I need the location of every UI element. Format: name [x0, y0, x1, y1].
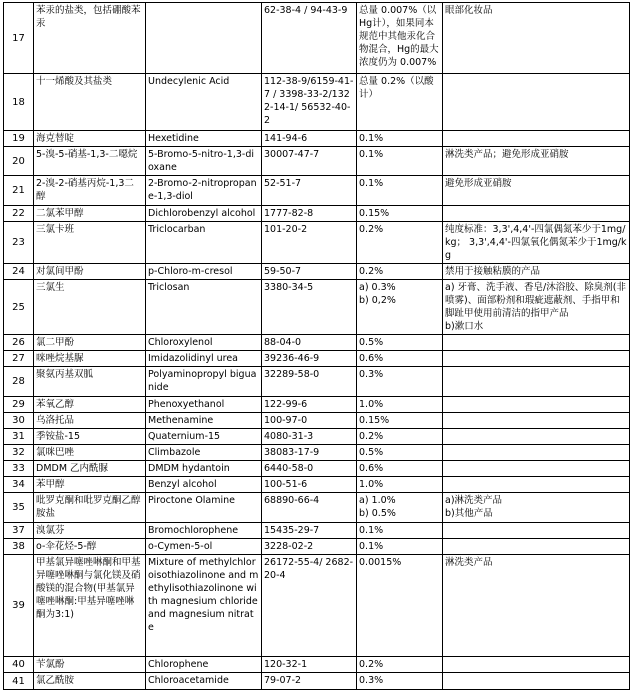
usage-notes: a)淋洗类产品 b)其他产品 — [443, 493, 630, 523]
cas-number: 3228-02-2 — [262, 539, 357, 555]
row-number: 27 — [4, 351, 34, 367]
usage-notes — [443, 206, 630, 222]
table-row — [4, 280, 630, 335]
usage-notes: a) 牙膏、洗手液、香皂/沐浴胶、除臭剂(非喷雾)、面部粉剂和瑕疵遮蔽剂、手指甲和脚趾甲使用前清洁的指甲产品 b)漱口水 — [443, 280, 630, 335]
max-concentration: 0.1% — [357, 176, 443, 206]
english-name: Polyaminopropyl biguanide — [146, 367, 262, 397]
row-number: 21 — [4, 176, 34, 206]
chinese-name: o-伞花烃-5-醇 — [34, 539, 146, 555]
table-row — [4, 493, 630, 523]
row-number: 25 — [4, 280, 34, 335]
usage-notes — [443, 477, 630, 493]
row-number: 18 — [4, 74, 34, 131]
row-number: 33 — [4, 461, 34, 477]
cas-number: 101-20-2 — [262, 222, 357, 264]
usage-notes — [443, 367, 630, 397]
chinese-name: 苯甲醇 — [34, 477, 146, 493]
table-row — [4, 131, 630, 147]
english-name: Triclosan — [146, 280, 262, 335]
row-number: 28 — [4, 367, 34, 397]
max-concentration: 0.1% — [357, 131, 443, 147]
max-concentration: 0.5% — [357, 335, 443, 351]
chinese-name: 对氯间甲酚 — [34, 264, 146, 280]
row-number: 23 — [4, 222, 34, 264]
english-name: Mixture of methylchloroisothiazolinone and methylisothiazolinone with magnesium chloride and magnesium nitrate — [146, 555, 262, 657]
english-name: Triclocarban — [146, 222, 262, 264]
usage-notes — [443, 429, 630, 445]
english-name: Benzyl alcohol — [146, 477, 262, 493]
chinese-name: 吡罗克酮和吡罗克酮乙醇胺盐 — [34, 493, 146, 523]
table-row — [4, 429, 630, 445]
max-concentration: a) 1.0% b) 0.5% — [357, 493, 443, 523]
table-row — [4, 351, 630, 367]
english-name: Chloroacetamide — [146, 673, 262, 690]
table-row — [4, 264, 630, 280]
max-concentration: 0.1% — [357, 147, 443, 176]
cas-number: 1777-82-8 — [262, 206, 357, 222]
max-concentration: a) 0.3% b) 0,2% — [357, 280, 443, 335]
table-row — [4, 555, 630, 657]
cas-number: 59-50-7 — [262, 264, 357, 280]
row-number: 29 — [4, 397, 34, 413]
row-number: 40 — [4, 657, 34, 673]
max-concentration: 0.5% — [357, 445, 443, 461]
english-name: Undecylenic Acid — [146, 74, 262, 131]
row-number: 39 — [4, 555, 34, 657]
row-number: 30 — [4, 413, 34, 429]
row-number: 38 — [4, 539, 34, 555]
usage-notes — [443, 335, 630, 351]
cas-number: 32289-58-0 — [262, 367, 357, 397]
usage-notes: 避免形成亚硝胺 — [443, 176, 630, 206]
row-number: 22 — [4, 206, 34, 222]
table-body — [4, 3, 630, 690]
row-number: 41 — [4, 673, 34, 690]
english-name: o-Cymen-5-ol — [146, 539, 262, 555]
usage-notes: 眼部化妆品 — [443, 3, 630, 74]
chinese-name: 甲基氯异噻唑啉酮和甲基异噻唑啉酮与氯化镁及硝酸镁的混合物(甲基氯异噻唑啉酮:甲基异噻唑啉酮为3:1) — [34, 555, 146, 657]
cas-number: 52-51-7 — [262, 176, 357, 206]
chinese-name: 溴氯芬 — [34, 523, 146, 539]
cas-number: 3380-34-5 — [262, 280, 357, 335]
cas-number: 100-97-0 — [262, 413, 357, 429]
cas-number: 88-04-0 — [262, 335, 357, 351]
chinese-name: DMDM 乙内酰脲 — [34, 461, 146, 477]
preservatives-table — [3, 2, 630, 690]
row-number: 37 — [4, 523, 34, 539]
max-concentration: 0.2% — [357, 657, 443, 673]
english-name: 2-Bromo-2-nitropropane-1,3-diol — [146, 176, 262, 206]
usage-notes: 禁用于接触粘膜的产品 — [443, 264, 630, 280]
usage-notes — [443, 461, 630, 477]
table-row — [4, 477, 630, 493]
usage-notes — [443, 445, 630, 461]
table-row — [4, 176, 630, 206]
table-row — [4, 367, 630, 397]
cas-number: 62-38-4 / 94-43-9 — [262, 3, 357, 74]
cas-number: 100-51-6 — [262, 477, 357, 493]
cas-number: 141-94-6 — [262, 131, 357, 147]
max-concentration: 0.3% — [357, 673, 443, 690]
english-name: Chlorophene — [146, 657, 262, 673]
row-number: 31 — [4, 429, 34, 445]
table-row — [4, 445, 630, 461]
row-number: 35 — [4, 493, 34, 523]
row-number: 24 — [4, 264, 34, 280]
cas-number: 6440-58-0 — [262, 461, 357, 477]
chinese-name: 苯氧乙醇 — [34, 397, 146, 413]
english-name: Chloroxylenol — [146, 335, 262, 351]
english-name — [146, 3, 262, 74]
row-number: 17 — [4, 3, 34, 74]
row-number: 32 — [4, 445, 34, 461]
cas-number: 120-32-1 — [262, 657, 357, 673]
chinese-name: 苯汞的盐类，包括硼酸苯汞 — [34, 3, 146, 74]
max-concentration: 0.1% — [357, 523, 443, 539]
usage-notes — [443, 397, 630, 413]
max-concentration: 0.2% — [357, 222, 443, 264]
table-row — [4, 222, 630, 264]
usage-notes — [443, 131, 630, 147]
usage-notes — [443, 74, 630, 131]
chinese-name: 聚氨丙基双胍 — [34, 367, 146, 397]
chinese-name: 海克替啶 — [34, 131, 146, 147]
max-concentration: 0.0015% — [357, 555, 443, 657]
chinese-name: 咪唑烷基脲 — [34, 351, 146, 367]
cas-number: 112-38-9/6159-41-7 / 3398-33-2/1322-14-1/ 56532-40-2 — [262, 74, 357, 131]
chinese-name: 氯乙酰胺 — [34, 673, 146, 690]
table-row — [4, 461, 630, 477]
row-number: 34 — [4, 477, 34, 493]
usage-notes — [443, 523, 630, 539]
max-concentration: 0.2% — [357, 264, 443, 280]
max-concentration: 0.15% — [357, 413, 443, 429]
usage-notes — [443, 351, 630, 367]
table-row — [4, 523, 630, 539]
table-row — [4, 3, 630, 74]
cas-number: 26172-55-4/ 2682-20-4 — [262, 555, 357, 657]
cas-number: 68890-66-4 — [262, 493, 357, 523]
english-name: 5-Bromo-5-nitro-1,3-dioxane — [146, 147, 262, 176]
max-concentration: 0.3% — [357, 367, 443, 397]
max-concentration: 1.0% — [357, 397, 443, 413]
cas-number: 39236-46-9 — [262, 351, 357, 367]
chinese-name: 氯咪巴唑 — [34, 445, 146, 461]
cas-number: 122-99-6 — [262, 397, 357, 413]
chinese-name: 二氯苯甲醇 — [34, 206, 146, 222]
chinese-name: 2-溴-2-硝基丙烷-1,3二醇 — [34, 176, 146, 206]
table-row — [4, 539, 630, 555]
cas-number: 15435-29-7 — [262, 523, 357, 539]
english-name: Dichlorobenzyl alcohol — [146, 206, 262, 222]
cas-number: 38083-17-9 — [262, 445, 357, 461]
usage-notes — [443, 539, 630, 555]
cas-number: 79-07-2 — [262, 673, 357, 690]
table-row — [4, 673, 630, 690]
english-name: p-Chloro-m-cresol — [146, 264, 262, 280]
chinese-name: 三氯生 — [34, 280, 146, 335]
cas-number: 30007-47-7 — [262, 147, 357, 176]
table-row — [4, 206, 630, 222]
english-name: Hexetidine — [146, 131, 262, 147]
english-name: Phenoxyethanol — [146, 397, 262, 413]
table-row — [4, 413, 630, 429]
max-concentration: 总量 0.2%（以酸计） — [357, 74, 443, 131]
max-concentration: 0.2% — [357, 429, 443, 445]
chinese-name: 乌洛托品 — [34, 413, 146, 429]
usage-notes — [443, 413, 630, 429]
row-number: 20 — [4, 147, 34, 176]
max-concentration: 1.0% — [357, 477, 443, 493]
chinese-name: 苄氯酚 — [34, 657, 146, 673]
usage-notes — [443, 657, 630, 673]
english-name: Bromochlorophene — [146, 523, 262, 539]
table-row — [4, 335, 630, 351]
row-number: 26 — [4, 335, 34, 351]
chinese-name: 氯二甲酚 — [34, 335, 146, 351]
max-concentration: 0.6% — [357, 351, 443, 367]
table-row — [4, 397, 630, 413]
chinese-name: 季铵盐-15 — [34, 429, 146, 445]
max-concentration: 0.1% — [357, 539, 443, 555]
english-name: Imidazolidinyl urea — [146, 351, 262, 367]
usage-notes — [443, 673, 630, 690]
chinese-name: 5-溴-5-硝基-1,3-二噁烷 — [34, 147, 146, 176]
chinese-name: 十一烯酸及其盐类 — [34, 74, 146, 131]
usage-notes: 纯度标准：3,3',4,4'-四氯偶氮苯少于1mg/kg； 3,3',4,4'-四氯氧化偶氮苯少于1mg/kg — [443, 222, 630, 264]
english-name: Methenamine — [146, 413, 262, 429]
row-number: 19 — [4, 131, 34, 147]
english-name: Piroctone Olamine — [146, 493, 262, 523]
chinese-name: 三氯卡班 — [34, 222, 146, 264]
usage-notes: 淋洗类产品 — [443, 555, 630, 657]
cas-number: 4080-31-3 — [262, 429, 357, 445]
max-concentration: 0.6% — [357, 461, 443, 477]
english-name: Climbazole — [146, 445, 262, 461]
table-row — [4, 147, 630, 176]
max-concentration: 总量 0.007%（以Hg计），如果同本规范中其他汞化合物混合，Hg的最大浓度仍为 0.007% — [357, 3, 443, 74]
table-row — [4, 74, 630, 131]
table-row — [4, 657, 630, 673]
usage-notes: 淋洗类产品；避免形成亚硝胺 — [443, 147, 630, 176]
english-name: DMDM hydantoin — [146, 461, 262, 477]
english-name: Quaternium-15 — [146, 429, 262, 445]
max-concentration: 0.15% — [357, 206, 443, 222]
